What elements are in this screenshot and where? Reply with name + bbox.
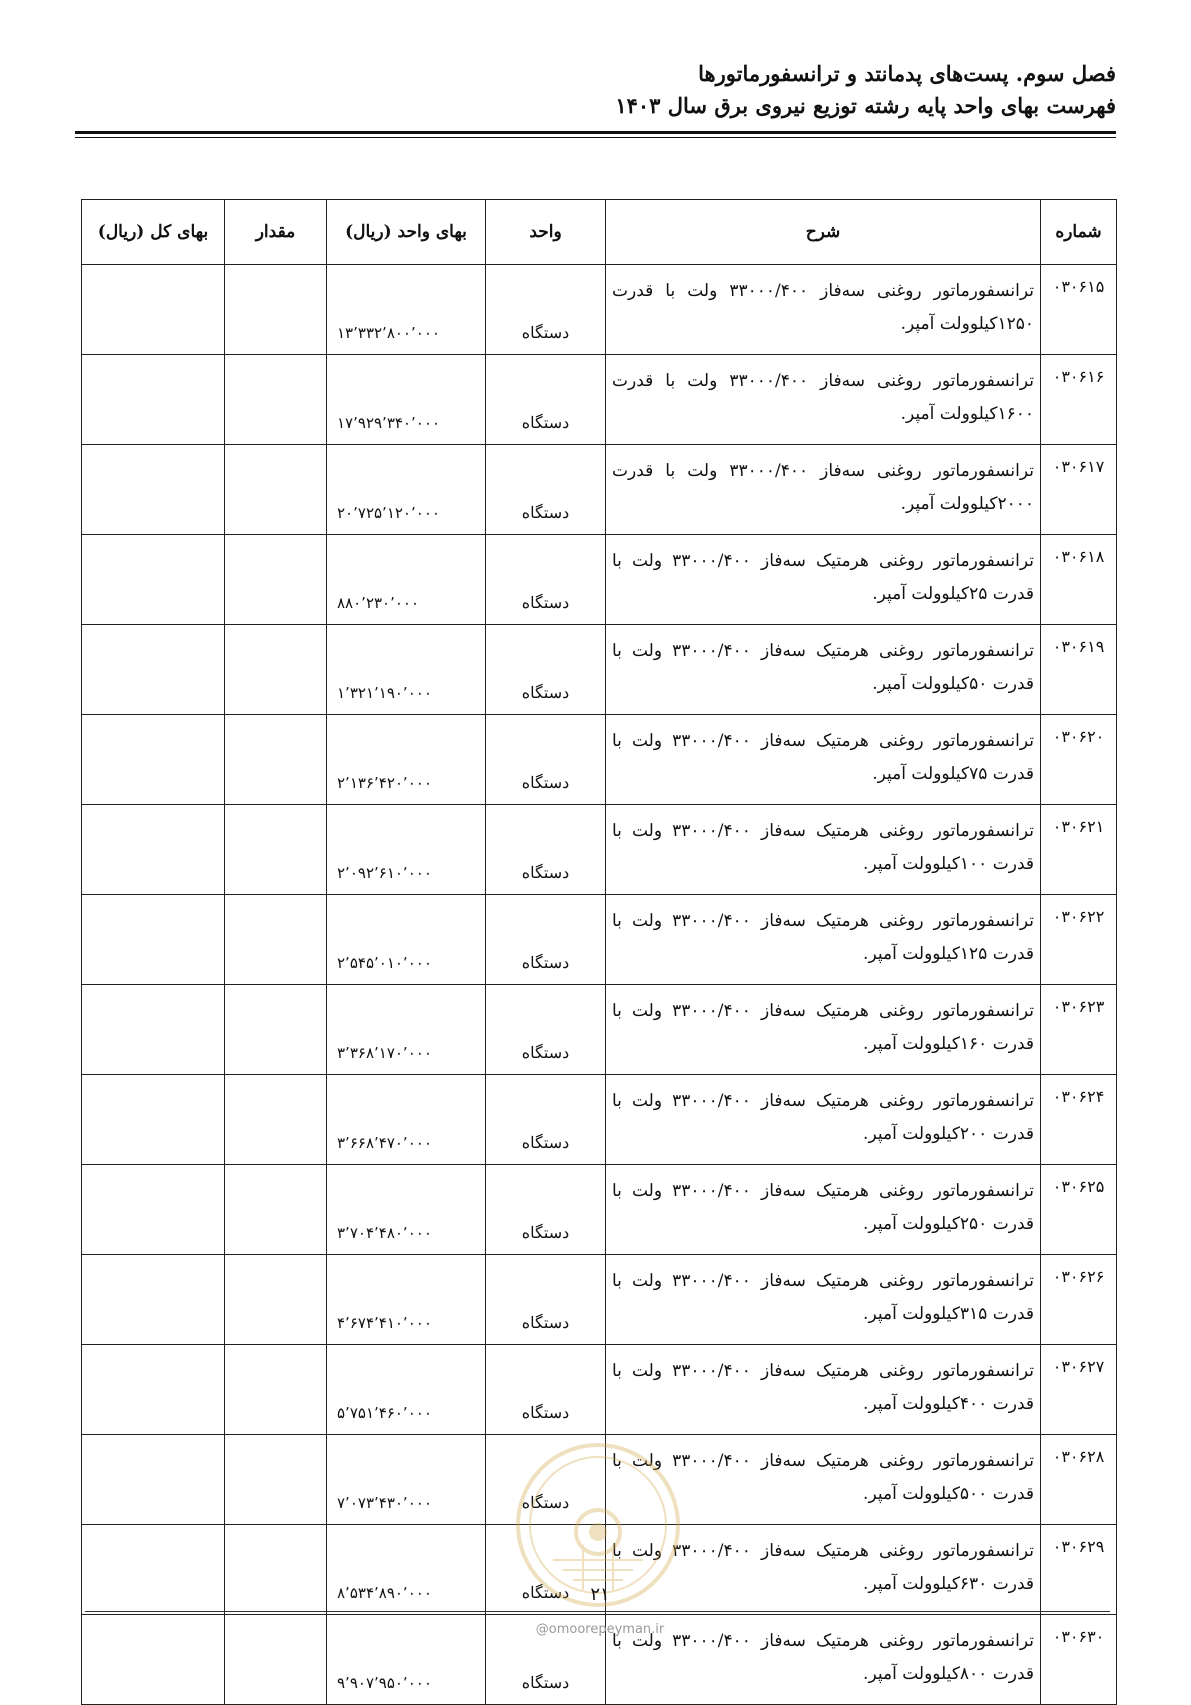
item-unit: دستگاه xyxy=(486,715,606,805)
column-header-unit-price: بهای واحد (ریال) xyxy=(327,200,486,265)
table-row xyxy=(82,805,1117,895)
column-header-quantity: مقدار xyxy=(225,200,327,265)
item-total-price xyxy=(82,535,225,625)
item-unit: دستگاه xyxy=(486,1165,606,1255)
page-number: ۲۱ xyxy=(590,1584,610,1605)
item-quantity xyxy=(225,1525,327,1615)
footer-rule xyxy=(85,1611,1110,1612)
item-code: ۰۳۰۶۲۳ xyxy=(1041,985,1117,1075)
item-code: ۰۳۰۶۲۶ xyxy=(1041,1255,1117,1345)
item-code: ۰۳۰۶۲۵ xyxy=(1041,1165,1117,1255)
item-unit-price: ۴٬۶۷۴٬۴۱۰٬۰۰۰ xyxy=(327,1255,486,1345)
page-header xyxy=(66,58,1116,122)
item-description: ترانسفورماتور روغنی هرمتیک سه‌فاز ۳۳۰۰۰/۴۰۰ ولت با قدرت ۷۵کیلوولت آمپر. xyxy=(606,715,1041,805)
item-unit-price: ۲٬۰۹۲٬۶۱۰٬۰۰۰ xyxy=(327,805,486,895)
item-total-price xyxy=(82,1525,225,1615)
item-unit-price: ۲٬۵۴۵٬۰۱۰٬۰۰۰ xyxy=(327,895,486,985)
item-unit: دستگاه xyxy=(486,355,606,445)
item-quantity xyxy=(225,265,327,355)
item-unit: دستگاه xyxy=(486,265,606,355)
item-total-price xyxy=(82,1255,225,1345)
item-unit: دستگاه xyxy=(486,1345,606,1435)
item-code: ۰۳۰۶۳۰ xyxy=(1041,1615,1117,1705)
item-code: ۰۳۰۶۲۱ xyxy=(1041,805,1117,895)
item-quantity xyxy=(225,1345,327,1435)
item-description: ترانسفورماتور روغنی هرمتیک سه‌فاز ۳۳۰۰۰/۴۰۰ ولت با قدرت ۱۲۵کیلوولت آمپر. xyxy=(606,895,1041,985)
item-description: ترانسفورماتور روغنی سه‌فاز ۳۳۰۰۰/۴۰۰ ولت با قدرت ۱۲۵۰کیلوولت آمپر. xyxy=(606,265,1041,355)
item-quantity xyxy=(225,355,327,445)
table-row xyxy=(82,535,1117,625)
item-total-price xyxy=(82,715,225,805)
item-unit: دستگاه xyxy=(486,1525,606,1615)
item-description: ترانسفورماتور روغنی هرمتیک سه‌فاز ۳۳۰۰۰/۴۰۰ ولت با قدرت ۳۱۵کیلوولت آمپر. xyxy=(606,1255,1041,1345)
item-total-price xyxy=(82,1345,225,1435)
item-quantity xyxy=(225,1435,327,1525)
item-unit: دستگاه xyxy=(486,1075,606,1165)
item-code: ۰۳۰۶۱۸ xyxy=(1041,535,1117,625)
item-code: ۰۳۰۶۲۸ xyxy=(1041,1435,1117,1525)
table-row xyxy=(82,625,1117,715)
item-unit-price: ۸۸۰٬۲۳۰٬۰۰۰ xyxy=(327,535,486,625)
item-unit-price: ۵٬۷۵۱٬۴۶۰٬۰۰۰ xyxy=(327,1345,486,1435)
item-total-price xyxy=(82,265,225,355)
item-quantity xyxy=(225,625,327,715)
item-unit: دستگاه xyxy=(486,1435,606,1525)
table-header-row xyxy=(82,200,1117,265)
item-total-price xyxy=(82,355,225,445)
item-total-price xyxy=(82,1435,225,1525)
item-unit-price: ۱٬۳۲۱٬۱۹۰٬۰۰۰ xyxy=(327,625,486,715)
item-code: ۰۳۰۶۲۷ xyxy=(1041,1345,1117,1435)
item-unit: دستگاه xyxy=(486,805,606,895)
item-unit-price: ۳٬۷۰۴٬۴۸۰٬۰۰۰ xyxy=(327,1165,486,1255)
table-row xyxy=(82,985,1117,1075)
item-quantity xyxy=(225,445,327,535)
item-description: ترانسفورماتور روغنی هرمتیک سه‌فاز ۳۳۰۰۰/۴۰۰ ولت با قدرت ۵۰۰کیلوولت آمپر. xyxy=(606,1435,1041,1525)
item-quantity xyxy=(225,985,327,1075)
table-body xyxy=(82,265,1117,1705)
item-quantity xyxy=(225,1255,327,1345)
watermark-text: @omoorepeyman.ir xyxy=(535,1622,665,1637)
item-quantity xyxy=(225,805,327,895)
item-description: ترانسفورماتور روغنی هرمتیک سه‌فاز ۳۳۰۰۰/۴۰۰ ولت با قدرت ۵۰کیلوولت آمپر. xyxy=(606,625,1041,715)
column-header-unit: واحد xyxy=(486,200,606,265)
item-unit: دستگاه xyxy=(486,985,606,1075)
list-title: فهرست بهای واحد پایه رشته توزیع نیروی برق سال ۱۴۰۳ xyxy=(615,93,1116,118)
table-row xyxy=(82,895,1117,985)
item-unit: دستگاه xyxy=(486,895,606,985)
item-description: ترانسفورماتور روغنی سه‌فاز ۳۳۰۰۰/۴۰۰ ولت با قدرت ۲۰۰۰کیلوولت آمپر. xyxy=(606,445,1041,535)
item-code: ۰۳۰۶۲۹ xyxy=(1041,1525,1117,1615)
item-unit-price: ۳٬۳۶۸٬۱۷۰٬۰۰۰ xyxy=(327,985,486,1075)
header-rule-thin xyxy=(75,137,1116,138)
table-row xyxy=(82,1435,1117,1525)
table-row xyxy=(82,1255,1117,1345)
item-unit-price: ۱۳٬۳۳۲٬۸۰۰٬۰۰۰ xyxy=(327,265,486,355)
item-code: ۰۳۰۶۱۷ xyxy=(1041,445,1117,535)
item-quantity xyxy=(225,895,327,985)
column-header-number: شماره xyxy=(1041,200,1117,265)
item-quantity xyxy=(225,715,327,805)
price-table xyxy=(81,199,1117,1705)
item-unit: دستگاه xyxy=(486,1615,606,1705)
item-description: ترانسفورماتور روغنی هرمتیک سه‌فاز ۳۳۰۰۰/۴۰۰ ولت با قدرت ۴۰۰کیلوولت آمپر. xyxy=(606,1345,1041,1435)
item-code: ۰۳۰۶۱۶ xyxy=(1041,355,1117,445)
table-row xyxy=(82,445,1117,535)
item-quantity xyxy=(225,1615,327,1705)
item-code: ۰۳۰۶۲۴ xyxy=(1041,1075,1117,1165)
item-total-price xyxy=(82,625,225,715)
item-total-price xyxy=(82,1075,225,1165)
item-quantity xyxy=(225,1165,327,1255)
item-total-price xyxy=(82,895,225,985)
item-description: ترانسفورماتور روغنی هرمتیک سه‌فاز ۳۳۰۰۰/۴۰۰ ولت با قدرت ۲۵۰کیلوولت آمپر. xyxy=(606,1165,1041,1255)
item-unit-price: ۷٬۰۷۳٬۴۳۰٬۰۰۰ xyxy=(327,1435,486,1525)
item-unit-price: ۳٬۶۶۸٬۴۷۰٬۰۰۰ xyxy=(327,1075,486,1165)
item-total-price xyxy=(82,805,225,895)
table-row xyxy=(82,265,1117,355)
item-total-price xyxy=(82,985,225,1075)
header-rule-thick xyxy=(75,131,1116,134)
table-row xyxy=(82,1345,1117,1435)
item-unit: دستگاه xyxy=(486,535,606,625)
item-code: ۰۳۰۶۲۰ xyxy=(1041,715,1117,805)
item-unit: دستگاه xyxy=(486,445,606,535)
item-total-price xyxy=(82,445,225,535)
item-description: ترانسفورماتور روغنی هرمتیک سه‌فاز ۳۳۰۰۰/۴۰۰ ولت با قدرت ۱۶۰کیلوولت آمپر. xyxy=(606,985,1041,1075)
table-row xyxy=(82,1075,1117,1165)
item-unit-price: ۹٬۹۰۷٬۹۵۰٬۰۰۰ xyxy=(327,1615,486,1705)
item-description: ترانسفورماتور روغنی هرمتیک سه‌فاز ۳۳۰۰۰/۴۰۰ ولت با قدرت ۲۵کیلوولت آمپر. xyxy=(606,535,1041,625)
item-code: ۰۳۰۶۱۵ xyxy=(1041,265,1117,355)
item-unit: دستگاه xyxy=(486,625,606,715)
column-header-description: شرح xyxy=(606,200,1041,265)
column-header-total-price: بهای کل (ریال) xyxy=(82,200,225,265)
item-unit: دستگاه xyxy=(486,1255,606,1345)
item-unit-price: ۸٬۵۳۴٬۸۹۰٬۰۰۰ xyxy=(327,1525,486,1615)
item-code: ۰۳۰۶۲۲ xyxy=(1041,895,1117,985)
table-row xyxy=(82,1165,1117,1255)
item-description: ترانسفورماتور روغنی هرمتیک سه‌فاز ۳۳۰۰۰/۴۰۰ ولت با قدرت ۲۰۰کیلوولت آمپر. xyxy=(606,1075,1041,1165)
chapter-title: فصل سوم. پست‌های پدمانتد و ترانسفورماتورها xyxy=(698,61,1116,86)
item-quantity xyxy=(225,535,327,625)
item-unit-price: ۱۷٬۹۲۹٬۳۴۰٬۰۰۰ xyxy=(327,355,486,445)
item-description: ترانسفورماتور روغنی هرمتیک سه‌فاز ۳۳۰۰۰/۴۰۰ ولت با قدرت ۸۰۰کیلوولت آمپر. xyxy=(606,1615,1041,1705)
item-total-price xyxy=(82,1165,225,1255)
table-row xyxy=(82,355,1117,445)
item-unit-price: ۲٬۱۳۶٬۴۲۰٬۰۰۰ xyxy=(327,715,486,805)
item-code: ۰۳۰۶۱۹ xyxy=(1041,625,1117,715)
item-quantity xyxy=(225,1075,327,1165)
item-description: ترانسفورماتور روغنی هرمتیک سه‌فاز ۳۳۰۰۰/۴۰۰ ولت با قدرت ۶۳۰کیلوولت آمپر. xyxy=(606,1525,1041,1615)
item-description: ترانسفورماتور روغنی سه‌فاز ۳۳۰۰۰/۴۰۰ ولت با قدرت ۱۶۰۰کیلوولت آمپر. xyxy=(606,355,1041,445)
item-description: ترانسفورماتور روغنی هرمتیک سه‌فاز ۳۳۰۰۰/۴۰۰ ولت با قدرت ۱۰۰کیلوولت آمپر. xyxy=(606,805,1041,895)
table-row xyxy=(82,715,1117,805)
item-total-price xyxy=(82,1615,225,1705)
item-unit-price: ۲۰٬۷۲۵٬۱۲۰٬۰۰۰ xyxy=(327,445,486,535)
